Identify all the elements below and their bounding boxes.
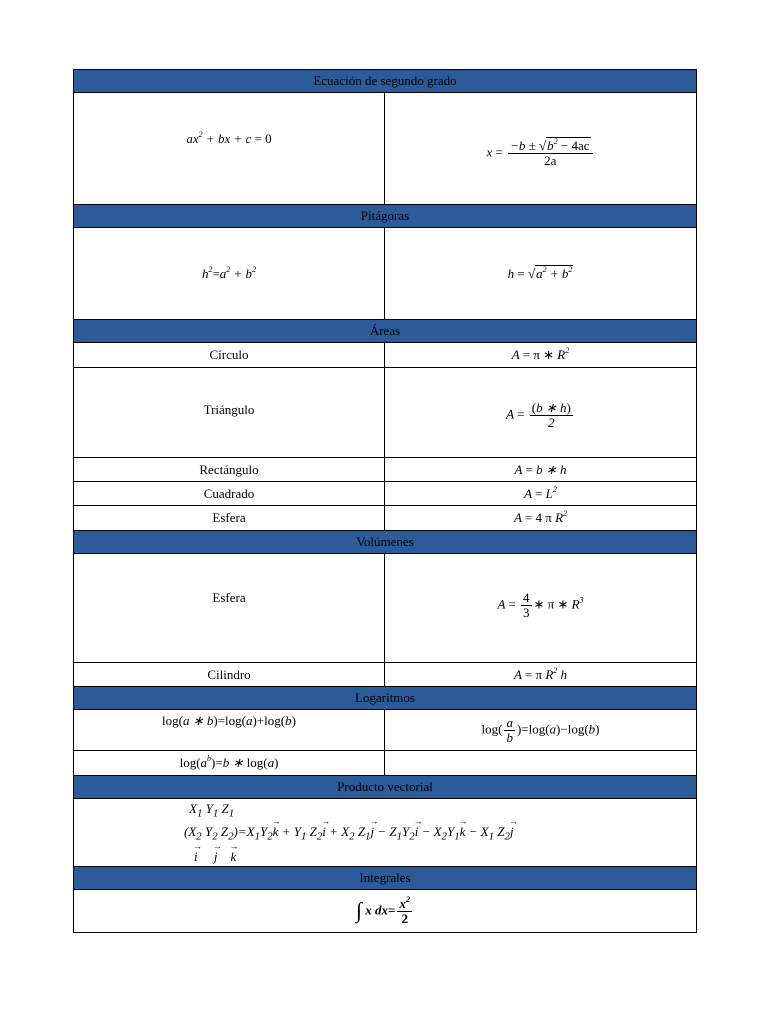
section-header-pythagoras — [74, 205, 697, 228]
volume-sphere-label: Esfera — [74, 554, 385, 663]
area-triangle-label: Triángulo — [74, 368, 385, 458]
volume-sphere-row — [74, 554, 697, 663]
integrals-header: Integrales — [74, 867, 697, 890]
section-header-logs — [74, 687, 697, 710]
volume-sphere-formula: A = $\frac{4}{3}$ ∗ π ∗ $R^3$ — [385, 554, 697, 663]
quadratic-equation: $ax^2$ + bx + c = 0 — [74, 93, 385, 205]
area-circle-label: Círculo — [74, 343, 385, 368]
section-header-volumes — [74, 531, 697, 554]
area-circle-row — [74, 343, 697, 368]
area-triangle-formula: A = $\frac{(b ∗ h)}{2}$ — [385, 368, 697, 458]
logs-header: Logaritmos — [74, 687, 697, 710]
integral-row — [74, 890, 697, 933]
area-rectangle-row — [74, 458, 697, 482]
section-header-areas — [74, 320, 697, 343]
volume-cylinder-row — [74, 663, 697, 687]
area-square-label: Cuadrado — [74, 482, 385, 506]
pythagoras-header: Pitágoras — [74, 205, 697, 228]
log-product-rule: log(a ∗ b)=log(a)+log(b) — [74, 710, 385, 751]
section-header-integrals — [74, 867, 697, 890]
area-sphere-label: Esfera — [74, 506, 385, 531]
areas-header: Áreas — [74, 320, 697, 343]
pythagoras-hypotenuse: $h = √a^2 + b^2$ — [385, 228, 697, 320]
area-sphere-row — [74, 506, 697, 531]
section-header-quadratic — [74, 70, 697, 93]
volume-cylinder-formula: A = π $R^2$ h — [385, 663, 697, 687]
volumes-header: Volúmenes — [74, 531, 697, 554]
area-circle-formula: A = π ∗ $R^2$ — [385, 343, 697, 368]
quadratic-header: Ecuación de segundo grado — [74, 70, 697, 93]
cross-product-formula: $X_1$ $Y_1$ $Z_1$ ($X_2$ $Y_2$ $Z_2)=X_1Y_2\to k + Y_1$ $Z_2\to i + X_2$ $Z_1\to j - Z_1Y_2\to i - X_2Y_1\to k - X_1$ $Z_2\to j$ → i → j → k — [74, 799, 697, 867]
log-power-rule: $\log(a^b)=b$ ∗ log(a) — [74, 751, 385, 776]
formula-sheet — [73, 69, 696, 933]
area-square-formula: $A = L^2$ — [385, 482, 697, 506]
formula-table — [73, 69, 697, 933]
pythagoras-theorem: $h^2=a^2 + b^2$ — [74, 228, 385, 320]
pythagoras-row — [74, 228, 697, 320]
area-sphere-formula: A = 4 π $R^2$ — [385, 506, 697, 531]
log-empty-cell — [385, 751, 697, 776]
area-square-row — [74, 482, 697, 506]
area-rectangle-formula: A = b ∗ h — [385, 458, 697, 482]
quadratic-solution: x = $\frac{-b \pm √b^2 - 4ac}{2a}$ — [385, 93, 697, 205]
log-row-1 — [74, 710, 697, 751]
quadratic-row — [74, 93, 697, 205]
cross-product-header: Producto vectorial — [74, 776, 697, 799]
log-quotient-rule: log( $\frac{a}{b}$ )=log(a)−log(b) — [385, 710, 697, 751]
area-rectangle-label: Rectángulo — [74, 458, 385, 482]
section-header-cross-product — [74, 776, 697, 799]
cross-product-row — [74, 799, 697, 867]
volume-cylinder-label: Cilindro — [74, 663, 385, 687]
log-row-2 — [74, 751, 697, 776]
area-triangle-row — [74, 368, 697, 458]
integral-formula: ∫ x dx= $\frac{x^2}{2}$ — [74, 890, 697, 933]
